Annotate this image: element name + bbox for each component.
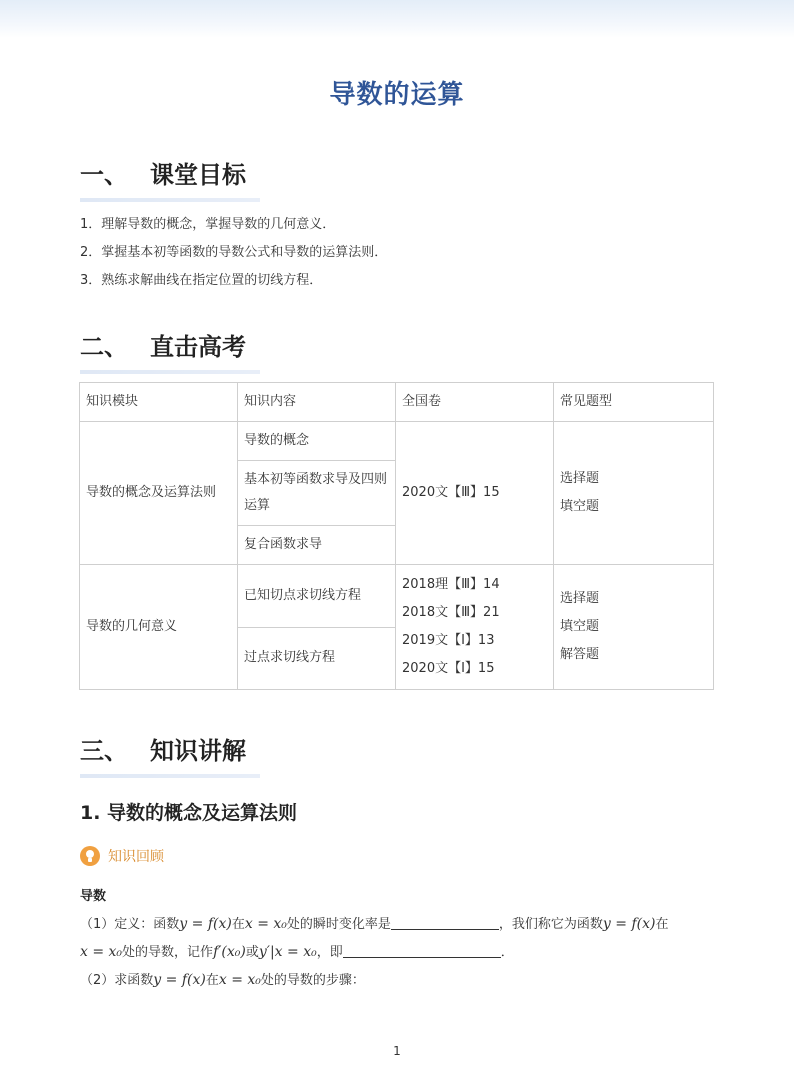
math-expr: y′|x = x₀ — [258, 944, 317, 960]
text-run: 处的瞬时变化率是 — [286, 917, 391, 932]
text-run: 在 — [205, 973, 219, 988]
answer-blank — [343, 943, 501, 958]
table-header-cell: 常见题型 — [554, 383, 714, 422]
section-underline — [80, 774, 260, 778]
steps-intro — [80, 969, 365, 988]
section-number: 三、 — [80, 737, 128, 765]
text-run: 在 — [231, 917, 245, 932]
section-underline — [80, 370, 260, 374]
knowledge-recall-tag — [80, 846, 164, 866]
text-run: 处的导数的步骤： — [260, 973, 365, 988]
exam-item: 2019文【Ⅰ】13 — [402, 633, 495, 648]
type-item: 选择题 — [560, 591, 600, 606]
type-cell — [554, 422, 714, 565]
type-item: 选择题 — [560, 471, 600, 486]
lightbulb-icon — [80, 846, 100, 866]
exam-item: 2018文【Ⅲ】21 — [402, 605, 500, 620]
content-cell: 复合函数求导 — [238, 526, 396, 565]
goal-item: 2．掌握基本初等函数的导数公式和导数的运算法则． — [80, 245, 388, 260]
text-run: （2）求函数 — [80, 973, 154, 988]
math-expr: x = x₀ — [218, 972, 261, 988]
exam-item: 2018理【Ⅲ】14 — [402, 577, 500, 592]
math-expr: x = x₀ — [80, 944, 123, 960]
text-run: 或 — [245, 945, 259, 960]
exam-cell — [396, 565, 554, 690]
math-expr: f′(x₀) — [213, 944, 246, 960]
text-run: ． — [500, 945, 514, 960]
section-number: 一、 — [80, 161, 128, 189]
module-cell: 导数的几何意义 — [80, 565, 238, 690]
section-underline — [80, 198, 260, 202]
content-cell: 导数的概念 — [238, 422, 396, 461]
section-heading-exam — [80, 327, 260, 374]
content-cell: 已知切点求切线方程 — [238, 565, 396, 628]
subsection-title: 1. 导数的概念及运算法则 — [80, 802, 298, 824]
definition-line-1 — [80, 913, 668, 932]
type-item: 解答题 — [560, 647, 600, 662]
type-cell — [554, 565, 714, 690]
goal-item: 3．熟练求解曲线在指定位置的切线方程． — [80, 273, 323, 288]
exam-cell: 2020文【Ⅲ】15 — [396, 422, 554, 565]
table-row — [80, 565, 714, 628]
knowledge-table — [79, 382, 714, 690]
text-run: ，即 — [316, 945, 343, 960]
table-header-cell: 知识内容 — [238, 383, 396, 422]
math-expr: x = x₀ — [244, 916, 287, 932]
goal-list — [80, 214, 387, 298]
recall-label: 知识回顾 — [108, 849, 164, 865]
answer-blank — [391, 915, 499, 930]
text-run: （1）定义：函数 — [80, 917, 180, 932]
header-band — [0, 0, 794, 38]
table-header-cell: 全国卷 — [396, 383, 554, 422]
type-item: 填空题 — [560, 499, 600, 514]
text-run: 在 — [655, 917, 669, 932]
section-heading-goals — [80, 155, 260, 202]
section-label: 直击高考 — [150, 333, 246, 361]
section-number: 二、 — [80, 333, 128, 361]
section-label: 课堂目标 — [150, 161, 246, 189]
definition-line-2 — [80, 941, 514, 960]
math-expr: y = f(x) — [602, 916, 656, 932]
text-run: ，我们称它为函数 — [498, 917, 603, 932]
math-expr: y = f(x) — [153, 972, 206, 988]
document-title: 导数的运算 — [329, 80, 465, 110]
module-cell: 导数的概念及运算法则 — [80, 422, 238, 565]
concept-heading: 导数 — [80, 889, 107, 904]
table-header-cell: 知识模块 — [80, 383, 238, 422]
exam-item: 2020文【Ⅰ】15 — [402, 661, 495, 676]
math-expr: y = f(x) — [179, 916, 232, 932]
content-cell: 过点求切线方程 — [238, 627, 396, 690]
table-row — [80, 422, 714, 461]
page-number: 1 — [393, 1044, 401, 1058]
type-item: 填空题 — [560, 619, 600, 634]
content-cell: 基本初等函数求导及四则运算 — [238, 461, 396, 526]
section-label: 知识讲解 — [150, 737, 246, 765]
text-run: 处的导数，记作 — [122, 945, 214, 960]
goal-item: 1．理解导数的概念，掌握导数的几何意义． — [80, 217, 336, 232]
table-header-row — [80, 383, 714, 422]
section-heading-knowledge — [80, 731, 260, 778]
